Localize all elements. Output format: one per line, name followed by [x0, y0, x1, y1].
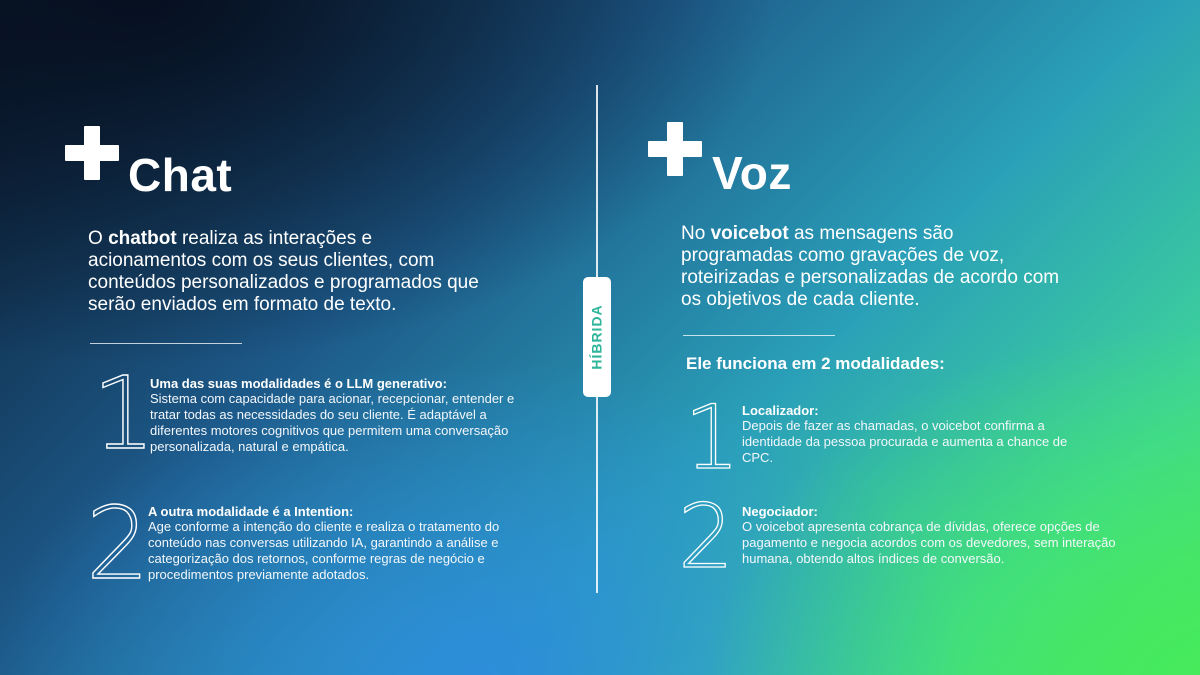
- plus-icon: [65, 126, 119, 180]
- hybrid-label: HÍBRIDA: [589, 304, 605, 370]
- voz-intro: [681, 223, 1066, 311]
- voz-intro-prefix: No: [681, 223, 711, 244]
- chat-item-2-number: [82, 485, 152, 602]
- plus-icon: [648, 122, 702, 176]
- hybrid-badge: [583, 277, 611, 397]
- voz-subhead: Ele funciona em 2 modalidades:: [686, 354, 945, 373]
- voz-item-2-title: Negociador:: [742, 504, 818, 519]
- chat-item-2-title: A outra modalidade é a Intention:: [148, 504, 354, 519]
- chat-item-1-number: [88, 355, 156, 472]
- svg-text:2: 2: [678, 485, 734, 588]
- voz-intro-rest: as mensagens são programadas como gravações de voz, roteirizadas e personalizadas de acordo com os objetivos de cada cliente.: [681, 223, 1060, 310]
- chat-intro-bold: chatbot: [108, 228, 177, 249]
- voz-item-1-title: Localizador:: [742, 403, 819, 418]
- chat-divider-line: [90, 343, 242, 344]
- voz-item-1-number: [682, 386, 742, 489]
- svg-text:1: 1: [92, 355, 156, 472]
- chat-title: Chat: [128, 149, 233, 201]
- voz-divider-line: [683, 335, 835, 336]
- chat-intro-prefix: O: [88, 228, 109, 249]
- voz-item-2-text: O voicebot apresenta cobrança de dívidas, oferece opções de pagamento e negocia acordos com os devedores, sem interação humana, obtendo altos índices de conversão.: [742, 519, 1116, 566]
- chat-intro: [88, 228, 488, 316]
- chat-item-1-title: Uma das suas modalidades é o LLM generativo:: [150, 376, 447, 391]
- voz-intro-bold: voicebot: [710, 223, 789, 244]
- chat-intro-rest: realiza as interações e acionamentos com os seus clientes, com conteúdos personalizados e programados que serão enviados em formato de texto.: [88, 228, 479, 315]
- voz-item-2-number: [676, 485, 746, 588]
- chat-item-2-text: Age conforme a intenção do cliente e realiza o tratamento do conteúdo nas conversas utilizando IA, garantindo a análise e categorização dos retornos, conforme regras de negócio e procedimentos previamente adotados.: [148, 519, 500, 582]
- voz-item-1-text: Depois de fazer as chamadas, o voicebot confirma a identidade da pessoa procurada e aumenta a chance de CPC.: [742, 418, 1068, 465]
- svg-text:1: 1: [684, 386, 740, 489]
- svg-text:2: 2: [86, 485, 150, 602]
- voz-title: Voz: [712, 147, 792, 199]
- chat-item-1-text: Sistema com capacidade para acionar, recepcionar, entender e tratar todas as necessidades do seu cliente. É adaptável a diferentes motores cognitivos que permitem uma conversação personalizada, natural e empática.: [150, 391, 515, 454]
